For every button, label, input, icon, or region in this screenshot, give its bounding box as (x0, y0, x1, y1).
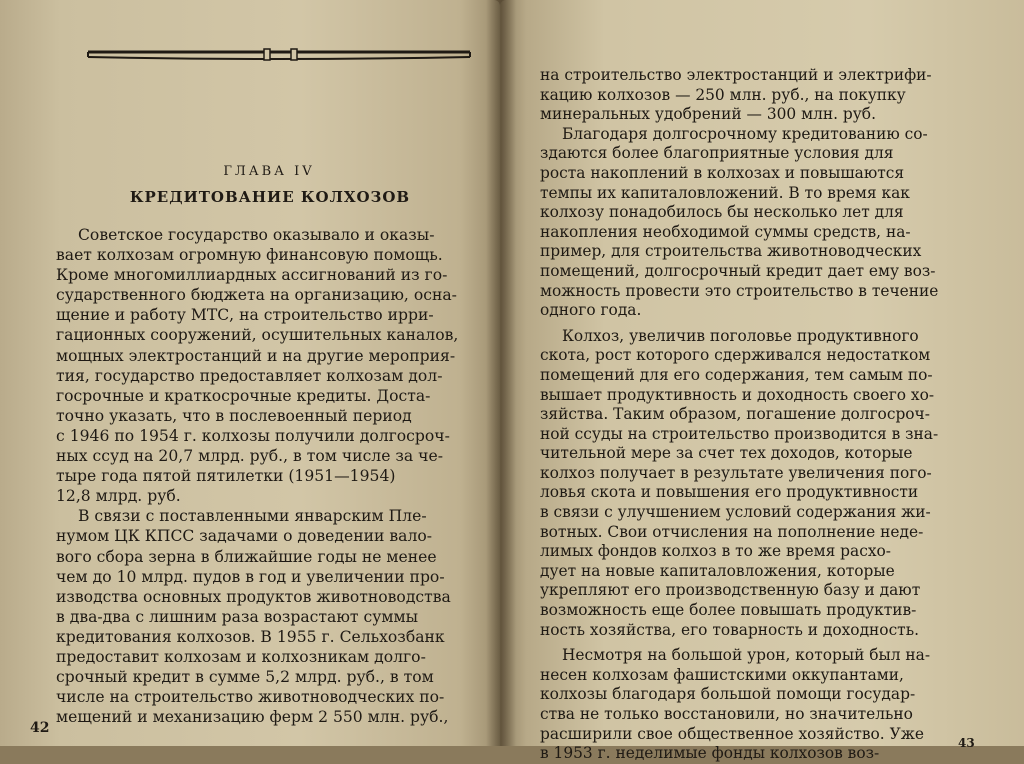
text-line: мощных электростанций и на другие мероприя- (56, 346, 456, 365)
text-line: дует на новые капиталовложения, которые (540, 561, 895, 580)
text-line: на строительство электростанций и электрифи- (540, 66, 932, 84)
text-line: мещений и механизацию ферм 2 550 млн. руб., (56, 708, 449, 727)
text-line: зяйства. Таким образом, погашение долгосроч- (540, 405, 930, 424)
text-line: Кроме многомиллиардных ассигнований из го- (56, 266, 448, 285)
text-line: 12,8 млрд. руб. (56, 487, 181, 506)
text-line: В связи с поставленными январским Пле- (78, 507, 427, 526)
text-line: вает колхозам огромную финансовую помощь. (56, 246, 443, 265)
chapter-ornament-rule (86, 44, 472, 66)
text-line: темпы их капиталовложений. В то время как (540, 183, 910, 202)
text-line: с 1946 по 1954 г. колхозы получили долгосроч- (56, 426, 450, 445)
text-line: колхозы благодаря большой помощи государ- (540, 685, 916, 704)
text-line: чительной мере за счет тех доходов, которые (540, 444, 913, 463)
text-line: госрочные и краткосрочные кредиты. Доста- (56, 386, 431, 405)
text-line: в два-два с лишним раза возрастают суммы (56, 607, 419, 626)
text-line: Благодаря долгосрочному кредитованию со- (562, 124, 928, 143)
text-line: щение и работу МТС, на строительство ирри- (56, 306, 434, 325)
right-page (500, 0, 1024, 763)
text-line: пример, для строительства животноводческих (540, 242, 922, 261)
text-line: предоставит колхозам и колхозникам долго- (56, 647, 426, 666)
text-line: вышает продуктивность и доходность своего хо- (540, 385, 935, 404)
text-line: вого сбора зерна в ближайшие годы не менее (56, 547, 437, 566)
text-line: ства не только восстановили, но значительно (540, 705, 913, 723)
left-page-number: 42 (30, 720, 50, 736)
text-line: ность хозяйства, его товарность и доходность. (540, 620, 919, 639)
text-line: лимых фондов колхоз в то же время расхо- (540, 542, 891, 561)
text-line: ловья скота и повышения его продуктивности (540, 483, 919, 502)
text-line: здаются более благоприятные условия для (540, 144, 894, 163)
text-line: числе на строительство животноводческих по- (56, 688, 445, 707)
text-line: несен колхозам фашистскими оккупантами, (540, 665, 904, 684)
text-line: изводства основных продуктов животноводства (56, 587, 451, 606)
left-page (0, 0, 500, 746)
left-page-body-text (56, 225, 466, 727)
text-line: чем до 10 млрд. пудов в год и увеличении про- (56, 567, 445, 586)
text-line: срочный кредит в сумме 5,2 млрд. руб., в том (56, 668, 434, 687)
right-page-number: 43 (958, 736, 975, 750)
text-line: помещений для его содержания, тем самым по- (540, 365, 933, 384)
text-line: в 1953 г. неделимые фонды колхозов воз- (540, 744, 880, 763)
text-line: колхозу понадобилось бы несколько лет для (540, 203, 904, 222)
text-line: минеральных удобрений — 300 млн. руб. (540, 105, 876, 124)
chapter-label: ГЛАВА IV (223, 164, 315, 179)
chapter-title: КРЕДИТОВАНИЕ КОЛХОЗОВ (129, 188, 411, 206)
text-line: роста накоплений в колхозах и повышаются (540, 163, 905, 182)
text-line: вотных. Свои отчисления на пополнение неде- (540, 522, 924, 541)
text-line: накопления необходимой суммы средств, на- (540, 222, 911, 241)
text-line: нумом ЦК КПСС задачами о доведении вало- (56, 527, 433, 546)
text-line: кредитования колхозов. В 1955 г. Сельхозбанк (56, 627, 445, 646)
text-line: сударственного бюджета на организацию, осна- (56, 286, 457, 305)
text-line: ной ссуды на строительство производится в зна- (540, 424, 939, 443)
text-line: тыре года пятой пятилетки (1951—1954) (56, 467, 396, 486)
text-line: расширили свое общественное хозяйство. Уже (540, 724, 924, 743)
text-line: Несмотря на большой урон, который был на- (562, 646, 931, 665)
text-line: скота, рост которого сдерживался недостатком (540, 346, 931, 365)
text-line: тия, государство предоставляет колхозам дол- (56, 366, 443, 385)
text-line: колхоз получает в результате увеличения пого- (540, 463, 932, 482)
text-line: возможность еще более повышать продуктив- (540, 601, 917, 620)
text-line: ных ссуд на 20,7 млрд. руб., в том числе за че- (56, 447, 443, 466)
text-line: Колхоз, увеличив поголовье продуктивного (562, 326, 919, 345)
text-line: Советское государство оказывало и оказы- (78, 226, 435, 244)
text-line: помещений, долгосрочный кредит дает ему воз- (540, 261, 936, 280)
text-line: укрепляют его производственную базу и дают (540, 581, 921, 600)
text-line: точно указать, что в послевоенный период (56, 406, 412, 425)
text-line: кацию колхозов — 250 млн. руб., на покупку (540, 85, 906, 104)
right-page-body-text (540, 66, 988, 764)
text-line: гационных сооружений, осушительных каналов, (56, 326, 459, 345)
text-line: в связи с улучшением условий содержания жи- (540, 503, 931, 522)
text-line: можность провести это строительство в течение (540, 281, 939, 300)
text-line: одного года. (540, 301, 642, 320)
